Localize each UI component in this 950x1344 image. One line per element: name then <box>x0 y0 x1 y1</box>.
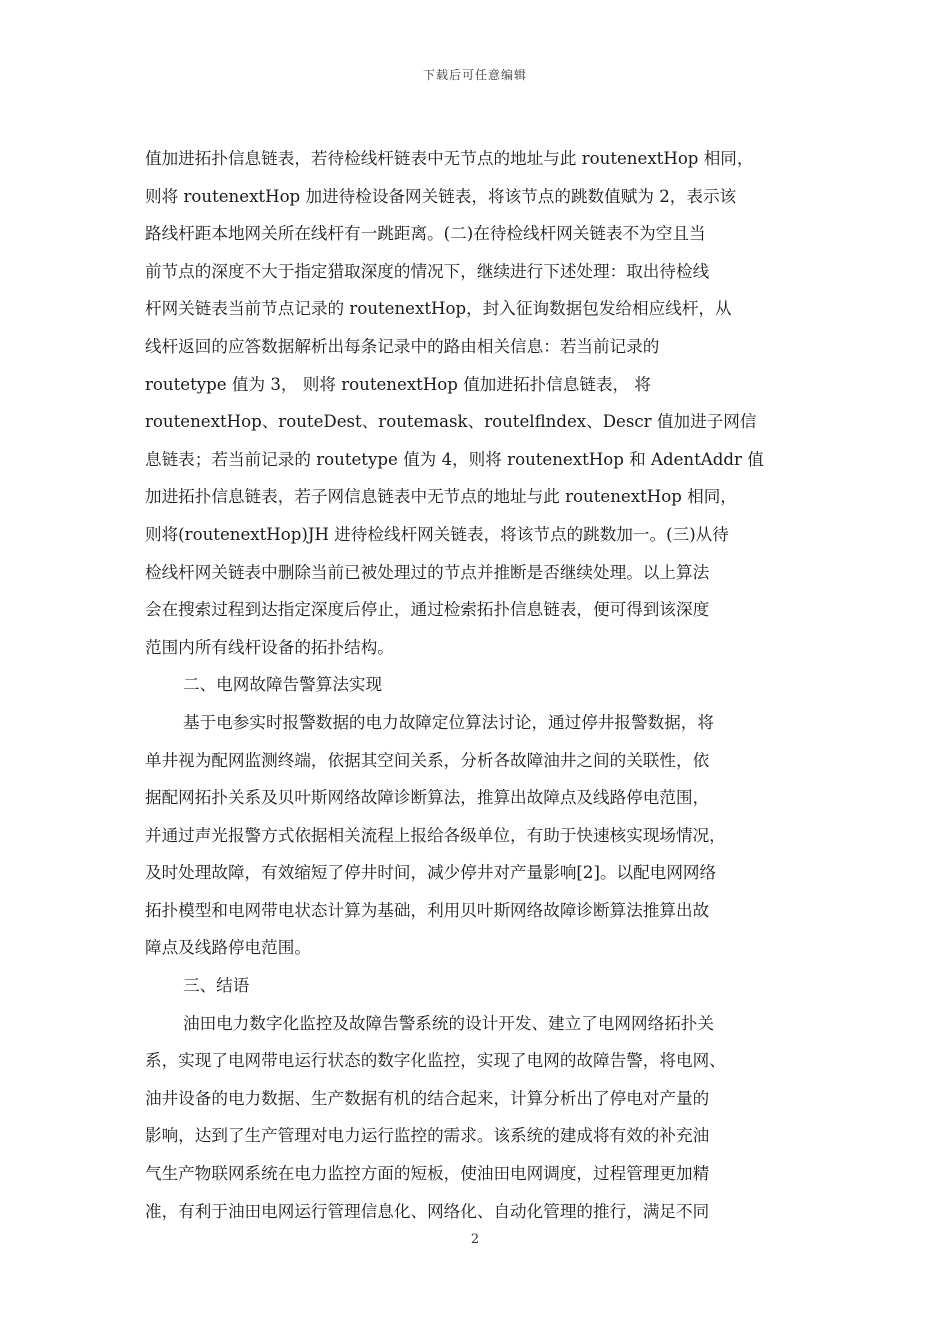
text-line: 线杆返回的应答数据解析出每条记录中的路由相关信息：若当前记录的 <box>145 336 660 356</box>
text-line: routenextHop、routeDest、routemask、routelflndex、Descr 值加进子网信 <box>145 412 757 432</box>
page-number: 2 <box>470 1232 480 1247</box>
text-line: 则将(routenextHop)JH 进待检线杆网关链表，将该节点的跳数加一。(三)从待 <box>145 524 729 544</box>
text-line: 会在搜索过程到达指定深度后停止，通过检索拓扑信息链表，便可得到该深度 <box>145 600 710 620</box>
text-line: 准，有利于油田电网运行管理信息化、网络化、自动化管理的推行，满足不同 <box>145 1201 710 1221</box>
text-line: 并通过声光报警方式依据相关流程上报给各级单位，有助于快速核实现场情况， <box>145 825 726 845</box>
text-line: 单井视为配网监测终端，依据其空间关系，分析各故障油井之间的关联性，依 <box>145 750 710 770</box>
document-body <box>145 140 808 1230</box>
text-line: 油井设备的电力数据、生产数据有机的结合起来，计算分析出了停电对产量的 <box>145 1088 710 1108</box>
text-line: 拓扑模型和电网带电状态计算为基础，利用贝叶斯网络故障诊断算法推算出故 <box>145 900 710 920</box>
text-line: 气生产物联网系统在电力监控方面的短板，使油田电网调度，过程管理更加精 <box>145 1164 710 1184</box>
text-line: 及时处理故障，有效缩短了停井时间，减少停井对产量影响[2]。以配电网网络 <box>145 863 717 883</box>
text-line: 范围内所有线杆设备的拓扑结构。 <box>145 637 394 657</box>
text-line: 则将 routenextHop 加进待检设备网关链表，将该节点的跳数值赋为 2，表示该 <box>145 186 737 206</box>
text-line: 基于电参实时报警数据的电力故障定位算法讨论，通过停井报警数据，将 <box>183 712 714 732</box>
text-line: 加进拓扑信息链表，若子网信息链表中无节点的地址与此 routenextHop 相同， <box>145 487 737 507</box>
text-line: 检线杆网关链表中删除当前已被处理过的节点并推断是否继续处理。以上算法 <box>145 562 710 582</box>
text-line: 障点及线路停电范围。 <box>145 938 311 958</box>
text-line: 油田电力数字化监控及故障告警系统的设计开发、建立了电网网络拓扑关 <box>183 1013 714 1033</box>
text-line: 杆网关链表当前节点记录的 routenextHop，封入征询数据包发给相应线杆，从 <box>145 299 732 319</box>
text-line: routetype 值为 3， 则将 routenextHop 值加进拓扑信息链表， 将 <box>145 374 652 394</box>
text-line: 二、电网故障告警算法实现 <box>183 675 383 695</box>
text-line: 三、结语 <box>183 976 250 996</box>
text-line: 前节点的深度不大于指定猎取深度的情况下，继续进行下述处理：取出待检线 <box>145 261 710 281</box>
page-header: 下载后可任意编辑 <box>422 68 527 82</box>
text-line: 系，实现了电网带电运行状态的数字化监控，实现了电网的故障告警，将电网、 <box>145 1051 726 1071</box>
text-line: 息链表；若当前记录的 routetype 值为 4，则将 routenextHop 和 AdentAddr 值 <box>145 449 764 469</box>
text-line: 值加进拓扑信息链表，若待检线杆链表中无节点的地址与此 routenextHop 相同， <box>145 149 754 168</box>
text-line: 影响，达到了生产管理对电力运行监控的需求。该系统的建成将有效的补充油 <box>145 1126 710 1146</box>
text-line: 路线杆距本地网关所在线杆有一跳距离。(二)在待检线杆网关链表不为空且当 <box>145 224 706 244</box>
text-line: 据配网拓扑关系及贝叶斯网络故障诊断算法，推算出故障点及线路停电范围， <box>145 788 710 808</box>
